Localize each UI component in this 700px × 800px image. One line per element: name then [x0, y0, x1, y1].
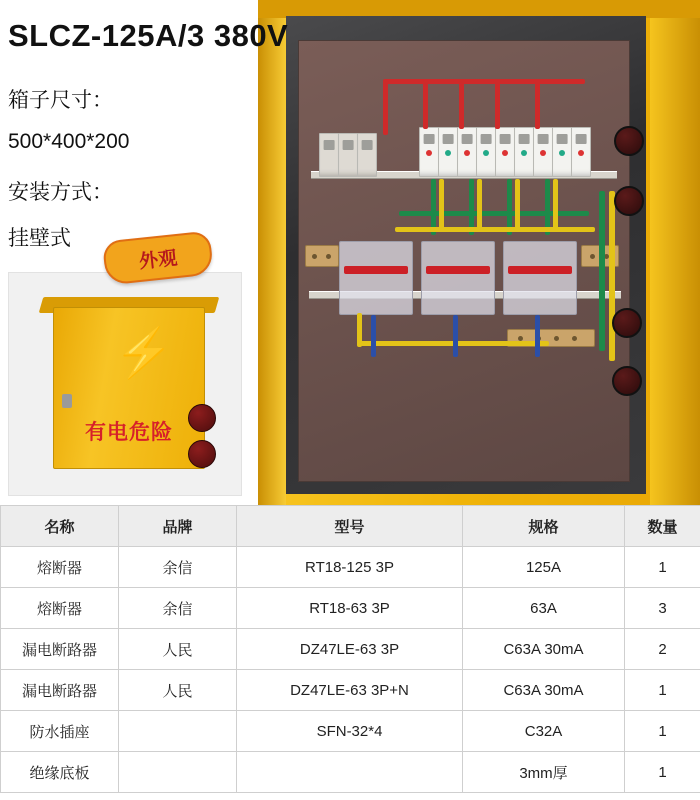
insulating-backplate — [298, 40, 630, 482]
cabinet-right-rim — [650, 0, 700, 505]
cell-spec: C32A — [463, 711, 625, 752]
column-header-brand: 品牌 — [119, 506, 237, 547]
table-row — [1, 752, 700, 793]
cell-brand — [119, 711, 237, 752]
breaker-fuse-main — [319, 133, 339, 177]
cabinet-front-door: ⚡ 有电危险 — [53, 307, 205, 469]
column-header-qty: 数量 — [625, 506, 700, 547]
wire-blue-1 — [371, 315, 376, 357]
cell-qty: 2 — [625, 629, 700, 670]
cell-qty: 1 — [625, 547, 700, 588]
table-row — [1, 547, 700, 588]
cell-name: 熔断器 — [1, 547, 119, 588]
breaker-rcbo-4 — [476, 127, 496, 177]
fuse-isolator-block-1 — [339, 241, 413, 315]
wire-red-4 — [535, 81, 540, 129]
cell-brand: 余信 — [119, 547, 237, 588]
copper-busbar-left — [305, 245, 339, 267]
cell-qty: 1 — [625, 711, 700, 752]
cell-name: 漏电断路器 — [1, 629, 119, 670]
breaker-rcbo-2 — [438, 127, 458, 177]
spec-mount-label: 安装方式： — [8, 181, 113, 204]
column-header-spec: 规格 — [463, 506, 625, 547]
cell-spec: C63A 30mA — [463, 670, 625, 711]
cell-name: 熔断器 — [1, 588, 119, 629]
cell-model: RT18-63 3P — [237, 588, 463, 629]
column-header-name: 名称 — [1, 506, 119, 547]
wire-red-5 — [383, 79, 388, 135]
wire-blue-2 — [453, 315, 458, 357]
socket-knob-2 — [188, 440, 216, 468]
cell-model: DZ47LE-63 3P — [237, 629, 463, 670]
cabinet-interior — [286, 16, 646, 494]
cell-qty: 3 — [625, 588, 700, 629]
appearance-inset-photo — [8, 272, 242, 496]
cabinet-left-rim — [258, 0, 286, 505]
cell-brand: 余信 — [119, 588, 237, 629]
breaker-rcbo-5 — [495, 127, 515, 177]
waterproof-socket-1 — [614, 126, 644, 156]
cell-model — [237, 752, 463, 793]
spec-size-value: 500*400*200 — [8, 130, 130, 153]
wire-blue-3 — [535, 315, 540, 357]
cell-brand — [119, 752, 237, 793]
cell-spec: C63A 30mA — [463, 629, 625, 670]
cell-model: RT18-125 3P — [237, 547, 463, 588]
breaker-rcbo-7 — [533, 127, 553, 177]
breaker-rcbo-1 — [419, 127, 439, 177]
waterproof-socket-3 — [612, 308, 642, 338]
wire-yellow-2 — [477, 179, 482, 229]
breaker-rcbo-6 — [514, 127, 534, 177]
breaker-rcbo-3 — [457, 127, 477, 177]
appearance-ribbon-label: 外观 — [138, 248, 179, 273]
socket-knob-1 — [188, 404, 216, 432]
breaker-fuse-main-3 — [357, 133, 377, 177]
wire-yellow-3 — [515, 179, 520, 229]
spec-mount-value: 挂壁式 — [8, 227, 71, 250]
cell-name: 绝缘底板 — [1, 752, 119, 793]
components-table — [0, 505, 700, 793]
table-row — [1, 629, 700, 670]
fuse-isolator-block-3 — [503, 241, 577, 315]
table-row — [1, 670, 700, 711]
breaker-rcbo-8 — [552, 127, 572, 177]
wire-red-1 — [423, 81, 428, 129]
table-row — [1, 588, 700, 629]
wire-red-top-run — [385, 79, 585, 84]
cell-brand: 人民 — [119, 670, 237, 711]
wire-yellow-left-drop — [357, 313, 362, 347]
column-header-model: 型号 — [237, 506, 463, 547]
cell-qty: 1 — [625, 670, 700, 711]
page-title: SLCZ-125A/3 380V — [8, 18, 289, 53]
wire-earth-right — [599, 191, 605, 351]
fuse-isolator-block-2 — [421, 241, 495, 315]
wire-red-2 — [459, 81, 464, 129]
table-row — [1, 711, 700, 752]
wire-red-3 — [495, 81, 500, 129]
cell-model: DZ47LE-63 3P+N — [237, 670, 463, 711]
wire-yellow-4 — [553, 179, 558, 229]
breaker-fuse-main-2 — [338, 133, 358, 177]
cell-brand: 人民 — [119, 629, 237, 670]
danger-label: 有电危险 — [85, 421, 173, 444]
cell-spec: 125A — [463, 547, 625, 588]
cell-model: SFN-32*4 — [237, 711, 463, 752]
breaker-rcbo-9 — [571, 127, 591, 177]
wire-yellow-1 — [439, 179, 444, 229]
cell-qty: 1 — [625, 752, 700, 793]
waterproof-socket-2 — [614, 186, 644, 216]
spec-size-label: 箱子尺寸： — [8, 89, 113, 112]
cell-spec: 63A — [463, 588, 625, 629]
wire-green-run — [399, 211, 589, 216]
wire-earth-right-2 — [609, 191, 615, 361]
waterproof-socket-4 — [612, 366, 642, 396]
cell-spec: 3mm厚 — [463, 752, 625, 793]
table-header-row — [1, 506, 700, 547]
cell-name: 漏电断路器 — [1, 670, 119, 711]
wire-yellow-run — [395, 227, 595, 232]
door-lock-icon — [62, 394, 72, 408]
cell-name: 防水插座 — [1, 711, 119, 752]
